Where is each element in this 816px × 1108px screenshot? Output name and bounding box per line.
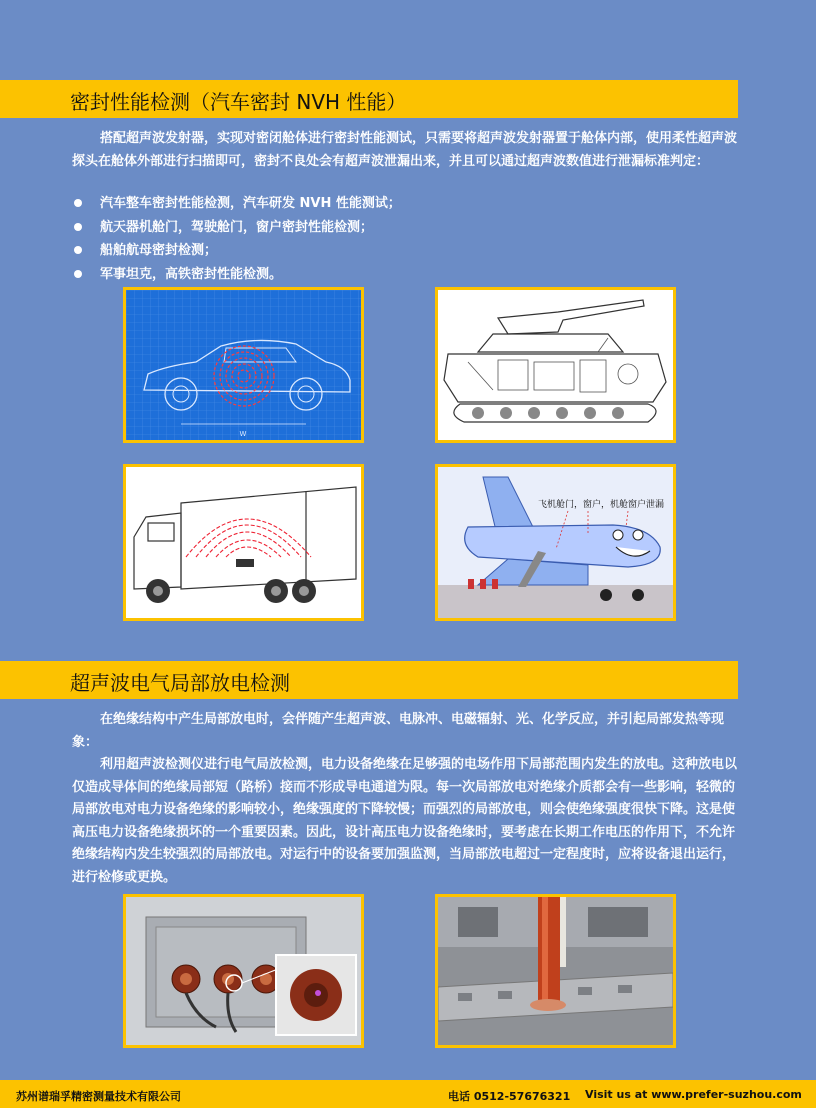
section2-title: 超声波电气局部放电检测 <box>70 671 290 695</box>
section2-paragraph-2: 利用超声波检测仪进行电气局放检测，电力设备绝缘在足够强的电场作用下局部范围内发生的放电。这种放电以仅造成导体间的绝缘局部短（路桥）接而不形成导电通道为限。每一次局部放电对绝缘介质都会有一些影响，轻微的局部放电对电力设备绝缘的影响较小，绝缘强度的下降较慢；而强烈的局部放电，则会使绝缘强度很快下降。这是使高压电力设备绝缘损坏的一个重要因素。因此，设计高压电力设备绝缘时，要考虑在长期工作电压的作用下，不允许绝缘结构内发生较强烈的局部放电。对运行中的设备要加强监测，当局部放电超过一定程度时，应将设备退出运行，进行检修或更换。 <box>72 757 738 885</box>
plane-caption: 飞机舱门，窗户，机舱窗户泄漏 <box>538 500 665 510</box>
switchgear-image <box>123 894 364 1048</box>
section2-header-band <box>0 661 738 699</box>
truck-image <box>123 464 364 621</box>
airplane-illustration <box>438 467 673 618</box>
bullet-item: 航天器机舱门，驾驶舱门，窗户密封性能检测； <box>72 216 401 240</box>
car-blueprint-image <box>123 287 364 443</box>
truck-illustration <box>126 467 361 618</box>
section1-bullet-list <box>72 192 401 286</box>
bullet-dot-icon <box>74 246 82 254</box>
bullet-dot-icon <box>74 199 82 207</box>
bullet-item: 汽车整车密封性能检测，汽车研发 NVH 性能测试； <box>72 192 401 216</box>
tank-image <box>435 287 676 443</box>
footer-company: 苏州谱瑞孚精密测量技术有限公司 <box>16 1090 181 1103</box>
tank-cutaway-illustration <box>438 290 673 440</box>
bullet-dot-icon <box>74 223 82 231</box>
section1-header-band <box>0 80 738 118</box>
section1-title: 密封性能检测（汽车密封 NVH 性能） <box>70 90 407 114</box>
airplane-image <box>435 464 676 621</box>
footer-phone: 电话 0512-57676321 <box>448 1090 571 1103</box>
section2-paragraph-1: 在绝缘结构中产生局部放电时，会伴随产生超声波、电脉冲、电磁辐射、光、化学反应，并引起局部发热等现象： <box>72 712 725 750</box>
footer-bar <box>0 1080 816 1108</box>
car-blueprint-illustration <box>126 290 361 440</box>
insulator-image <box>435 894 676 1048</box>
footer-website[interactable]: Visit us at www.prefer-suzhou.com <box>585 1088 802 1101</box>
insulator-closeup-illustration <box>438 897 673 1045</box>
section1-paragraph: 搭配超声波发射器，实现对密闭舱体进行密封性能测试，只需要将超声波发射器置于舱体内部，使用柔性超声波探头在舱体外部进行扫描即可，密封不良处会有超声波泄漏出来，并且可以通过超声波数值进行泄漏标准判定： <box>72 131 738 169</box>
car-dimension-label: W <box>239 430 247 438</box>
bullet-item: 军事坦克，高铁密封性能检测。 <box>72 263 401 287</box>
bullet-item: 船舶航母密封检测； <box>72 239 401 263</box>
switchgear-bushing-illustration <box>126 897 361 1045</box>
bullet-dot-icon <box>74 270 82 278</box>
